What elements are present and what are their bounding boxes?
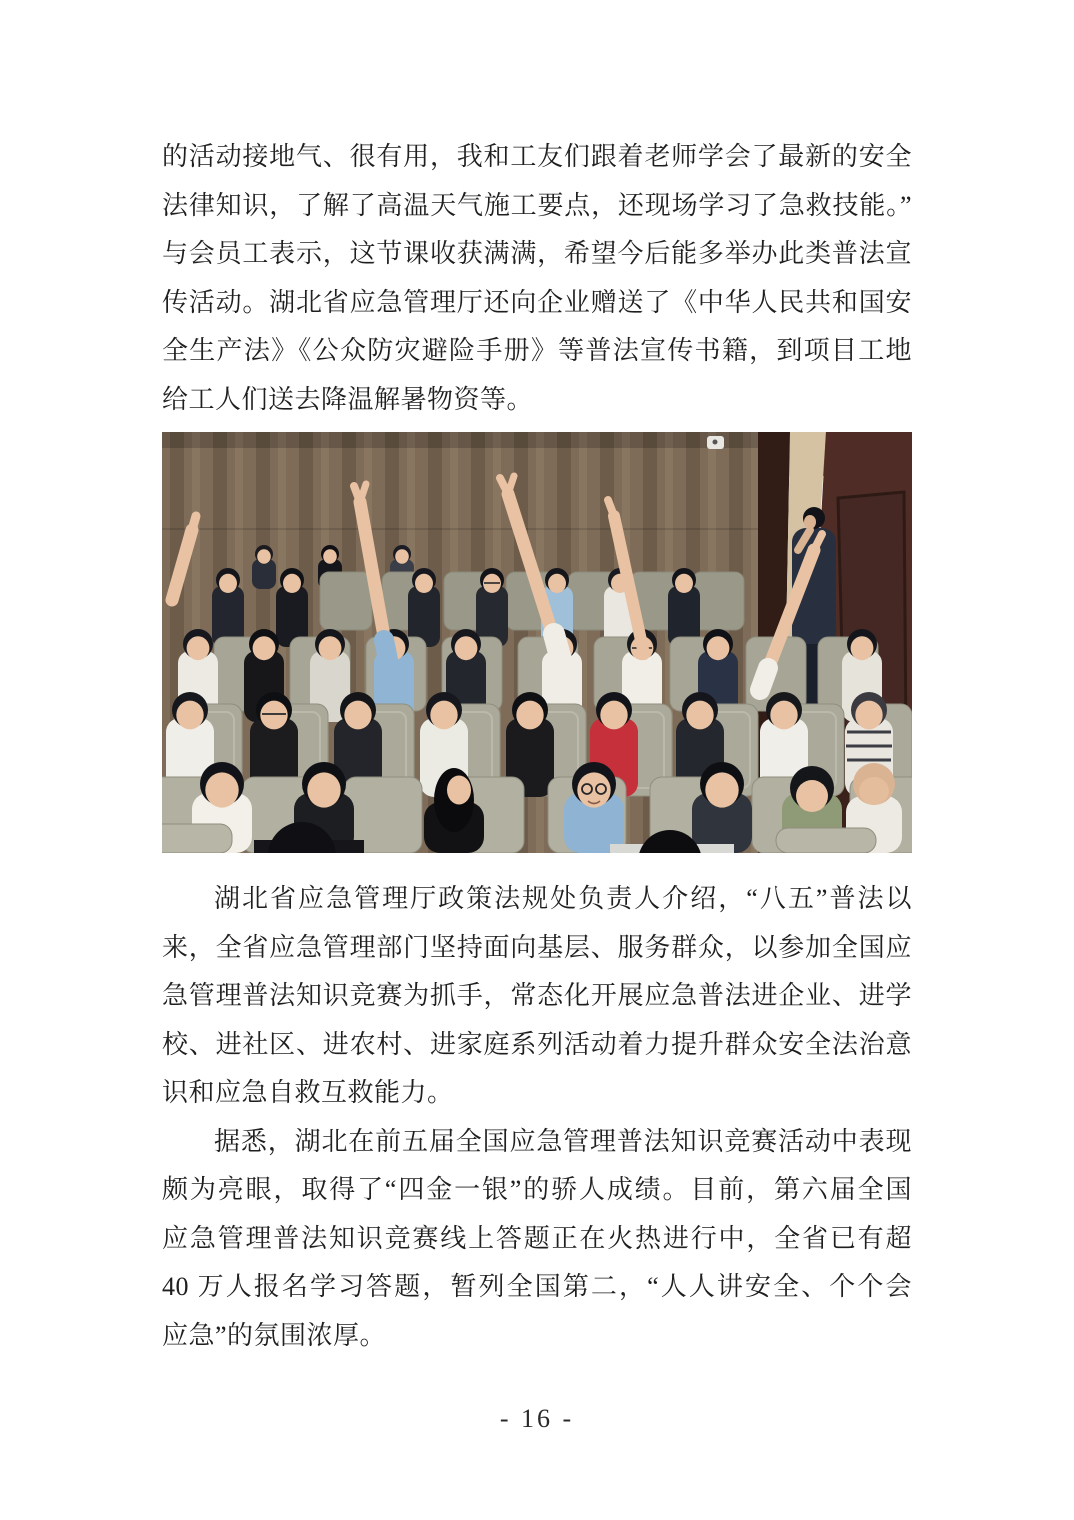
text-line: 40 万人报名学习答题，暂列全国第二，“人人讲安全、个个会 [162,1272,912,1301]
paragraph [162,133,912,424]
text-line: 识和应急自救互救能力。 [162,1078,454,1107]
paragraph [162,875,912,1118]
text-line: 颇为亮眼，取得了“四金一银”的骄人成绩。目前，第六届全国 [162,1175,912,1204]
page-content [162,0,912,1436]
text-line: 应急管理普法知识竞赛线上答题正在火热进行中，全省已有超 [162,1223,912,1253]
text-line: 急管理普法知识竞赛为抓手，常态化开展应急普法进企业、进学 [162,981,912,1010]
text-line: 据悉，湖北在前五届全国应急管理普法知识竞赛活动中表现 [214,1126,912,1156]
text-line: 给工人们送去降温解暑物资等。 [162,384,534,414]
text-line: 法律知识，了解了高温天气施工要点，还现场学习了急救技能。” [162,190,912,220]
page-number: - 16 - [499,1404,575,1433]
text-line: 传活动。湖北省应急管理厅还向企业赠送了《中华人民共和国安 [162,287,912,317]
paragraphs-before-photo [162,133,912,424]
text-line: 的活动接地气、很有用，我和工友们跟着老师学会了最新的安全 [162,142,912,171]
text-line: 湖北省应急管理厅政策法规处负责人介绍，“八五”普法以 [214,884,912,913]
event-photo-illustration [162,432,912,853]
paragraph [162,1118,912,1361]
text-line: 应急”的氛围浓厚。 [162,1320,387,1350]
text-line: 来，全省应急管理部门坚持面向基层、服务群众，以参加全国应 [162,932,912,962]
text-line: 全生产法》《公众防灾避险手册》等普法宣传书籍，到项目工地 [162,336,912,365]
text-line: 与会员工表示，这节课收获满满，希望今后能多举办此类普法宣 [162,239,912,268]
text-line: 校、进社区、进农村、进家庭系列活动着力提升群众安全法治意 [162,1029,912,1059]
event-photo [162,432,912,853]
paragraphs-after-photo [162,875,912,1360]
